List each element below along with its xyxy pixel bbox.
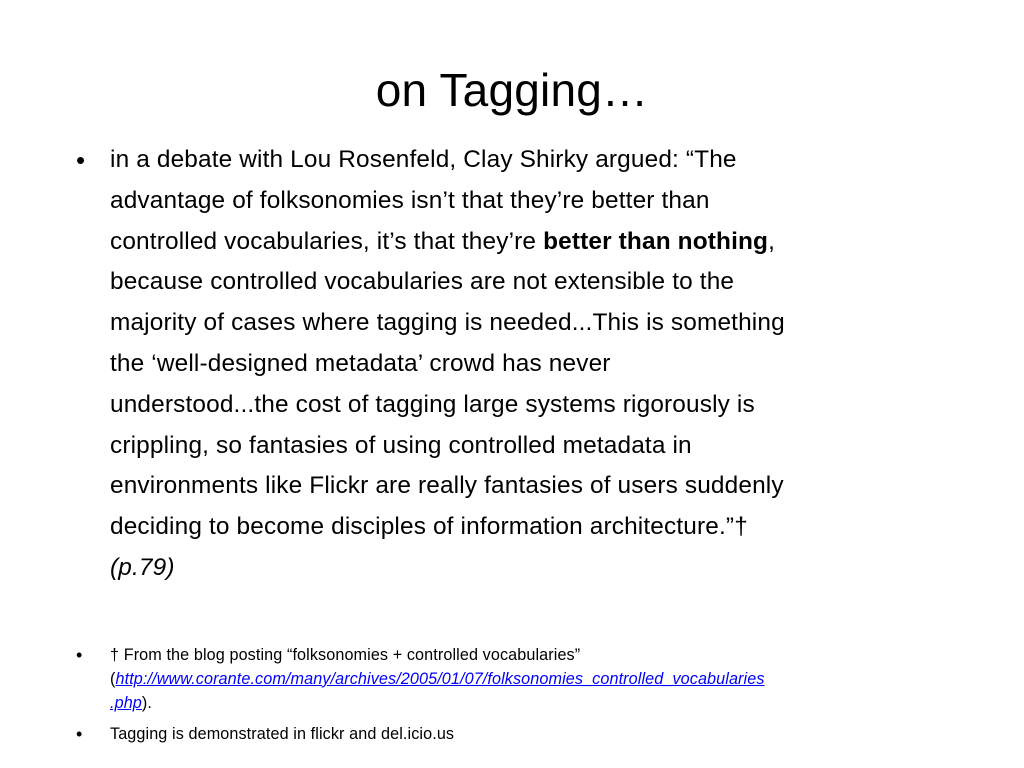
footnote-source: † From the blog posting “folksonomies + controlled vocabularies” [110,645,581,664]
bullet-marker: • [76,145,86,175]
quote-line: the ‘well-designed metadata’ crowd has never [110,349,611,377]
bullet-marker: • [76,723,83,744]
tagging-bullet [72,722,972,746]
open-paren: ( [110,669,116,688]
emphasis-better-than-nothing: better than nothing [543,227,769,255]
page-citation: (p.79) [110,553,175,581]
footnote-bullet [72,643,972,715]
footnote-url-line [110,667,972,691]
quote-text-before-emphasis: controlled vocabularies, it’s that they’re [110,227,544,255]
footnote-url-end-line [110,691,972,715]
quote-text [110,140,972,589]
quote-line: because controlled vocabularies are not extensible to the [110,268,735,296]
quote-bullet [72,140,972,589]
quote-line: in a debate with Lou Rosenfeld, Clay Shirky argued: “The [110,146,737,173]
quote-line: understood...the cost of tagging large systems rigorously is [110,390,755,418]
quote-line: majority of cases where tagging is needed...This is something [110,309,785,337]
blog-url-link-end[interactable]: .php [110,693,142,712]
footnote-text [110,643,972,715]
quote-line: deciding to become disciples of information architecture.”† [110,513,748,541]
quote-line: environments like Flickr are really fantasies of users suddenly [110,472,784,500]
quote-line: crippling, so fantasies of using controlled metadata in [110,431,692,459]
bullet-list [72,140,972,746]
slide-title: on Tagging… [375,64,649,116]
quote-text-after-emphasis: , [768,227,776,255]
close-paren: ). [141,693,152,712]
bullet-marker: • [76,644,83,665]
quote-line-with-emphasis [110,222,972,263]
blog-url-link[interactable]: http://www.corante.com/many/archives/2005/01/07/folksonomies_controlled_vocabularies [115,669,765,688]
tagging-note: Tagging is demonstrated in flickr and del.icio.us [110,724,455,743]
quote-line: advantage of folksonomies isn’t that they’re better than [110,186,710,214]
